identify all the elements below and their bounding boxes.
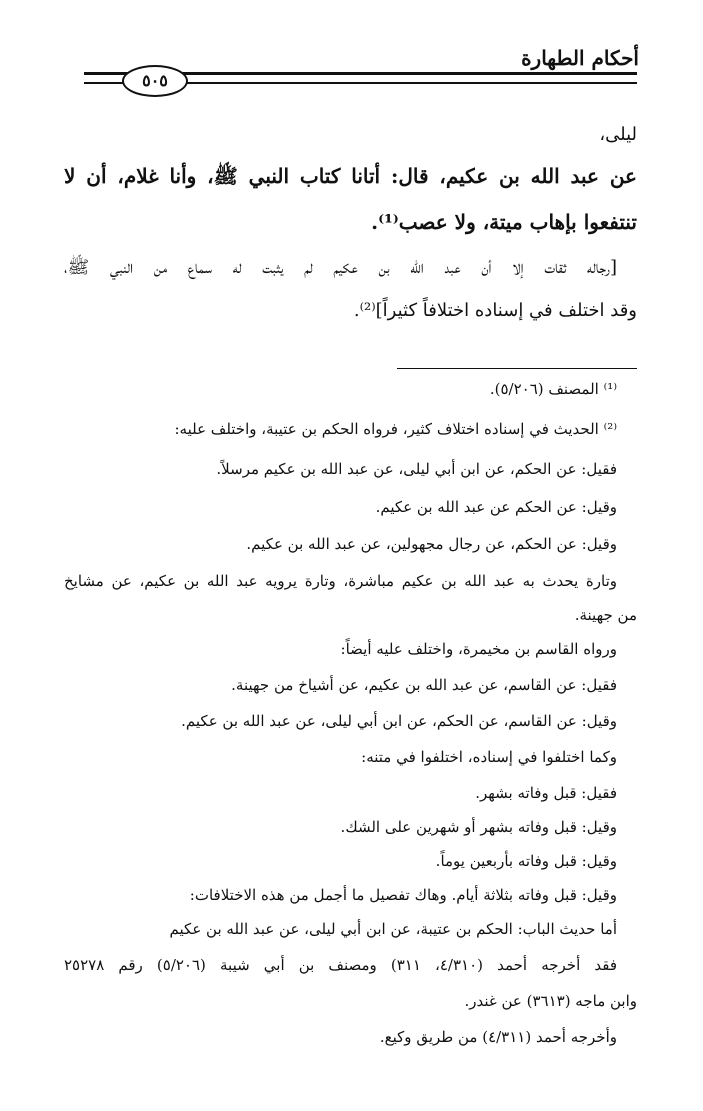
footnote-line: فقيل: عن الحكم، عن ابن أبي ليلى، عن عبد الله بن عكيم مرسلاً. — [216, 460, 617, 478]
footnote-line: وكما اختلفوا في إسناده، اختلفوا في متنه: — [361, 748, 617, 766]
footnote-line: أما حديث الباب: الحكم بن عتيبة، عن ابن أبي ليلى، عن عبد الله بن عكيم — [169, 920, 617, 938]
running-header-title: أحكام الطهارة — [521, 46, 639, 70]
footnote-line: فقد أخرجه أحمد (٤/٣١٠، ٣١١) ومصنف بن أبي شيبة (٥/٢٠٦) رقم ٢٥٢٧٨ — [64, 956, 617, 974]
footnote-line: فقيل: عن القاسم، عن عبد الله بن عكيم، عن أشياخ من جهينة. — [231, 676, 617, 694]
footnote-line: وقيل: عن القاسم، عن الحكم، عن ابن أبي ليلى، عن عبد الله بن عكيم. — [181, 712, 617, 730]
footnote-line: وقيل: قبل وفاته بشهر أو شهرين على الشك. — [340, 818, 617, 836]
footnote-line: ورواه القاسم بن مخيمرة، واختلف عليه أيضاً: — [340, 640, 617, 658]
footnote-line: فقيل: قبل وفاته بشهر. — [475, 784, 617, 802]
footnote-line: وقيل: قبل وفاته بثلاثة أيام. وهاك تفصيل ما أجمل من هذه الاختلافات: — [189, 886, 617, 904]
grading-line-1: [رجاله ثقات إلا أن عبد الله بن عكيم لم يثبت له سماع من النبي ﷺ، — [64, 257, 617, 278]
footnote-separator — [397, 368, 637, 369]
hadith-line-2: تنتفعوا بإهاب ميتة، ولا عصب⁽¹⁾. — [371, 210, 637, 234]
hadith-line-1: عن عبد الله بن عكيم، قال: أتانا كتاب النبي ﷺ، وأنا غلام، أن لا — [64, 164, 637, 188]
footnote-line: وتارة يحدث به عبد الله بن عكيم مباشرة، وتارة يرويه عبد الله بن عكيم، عن مشايخ — [64, 572, 617, 590]
text-line-1: ليلى، — [599, 124, 637, 145]
page-number: ٥٠٥ — [122, 65, 188, 97]
footnote-line: وابن ماجه (٣٦١٣) عن غندر. — [464, 992, 637, 1010]
footnote-line: وقيل: قبل وفاته بأربعين يوماً. — [435, 852, 617, 870]
footnote-2: ⁽²⁾ الحديث في إسناده اختلاف كثير، فرواه الحكم بن عتيبة، واختلف عليه: — [174, 420, 617, 438]
grading-line-2: وقد اختلف في إسناده اختلافاً كثيراً]⁽²⁾. — [353, 300, 637, 321]
footnote-1: ⁽¹⁾ المصنف (٥/٢٠٦). — [489, 380, 617, 398]
footnote-line: من جهينة. — [574, 606, 637, 624]
footnote-line: وقيل: عن الحكم، عن رجال مجهولين، عن عبد الله بن عكيم. — [246, 535, 617, 553]
footnote-line: وقيل: عن الحكم عن عبد الله بن عكيم. — [375, 498, 617, 516]
footnote-line: وأخرجه أحمد (٤/٣١١) من طريق وكيع. — [379, 1028, 617, 1046]
